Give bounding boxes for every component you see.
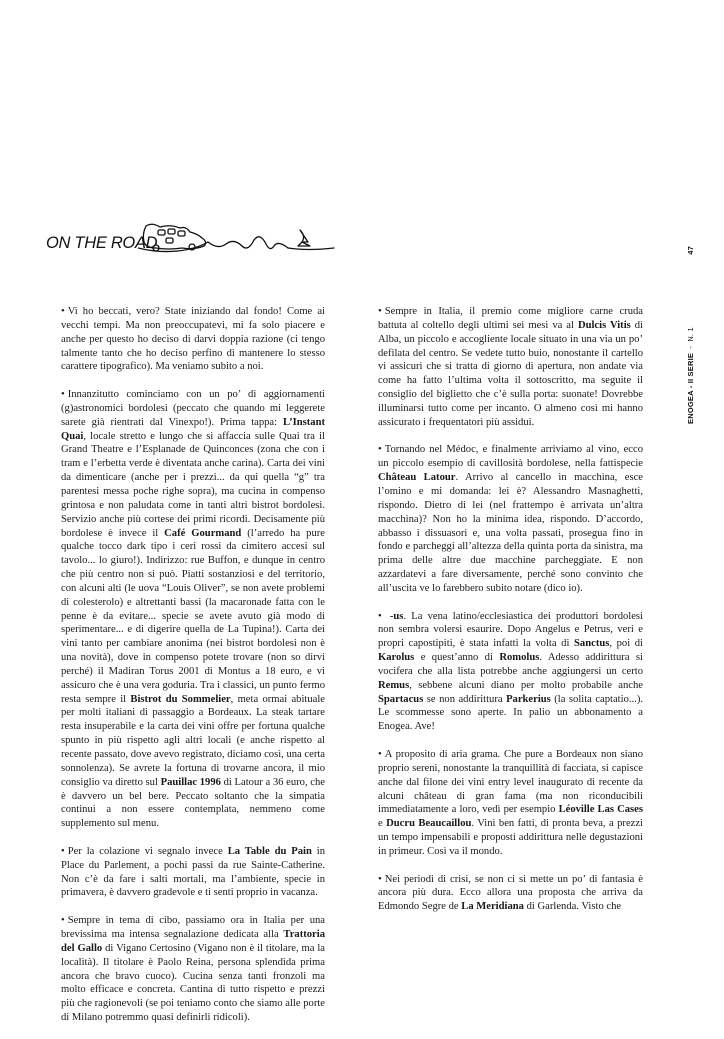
car-road-boat-doodle-icon [138,218,338,258]
wine-name: Pauillac 1996 [160,776,221,788]
venue-name: La Meridiana [461,901,524,913]
side-label-separator: - [686,345,695,349]
paragraph: • Sempre in Italia, il premio come migliore carne cruda battuta al coltello degli ultimi sei mesi va al Dulcis Vitis di Alba, un piccolo e accogliente locale situato in una via un po’ defilata del centro. Se vedete tutto buio, nonostante il cartello vi assicuri che si tratta di giorno di apertura, non andate via come ha fatto l’ultima volta il sottoscritto, ma seguite il consiglio del biglietto che c’è sulla porta: suonate! Dovrebbe illuminarsi tutto come per incanto. O almeno così mi hanno assicurato i frequentatori più assidui. [378,306,643,428]
paragraph: • Sempre in tema di cibo, passiamo ora in Italia per una brevissima ma intensa segnalazione dedicata alla Trattoria del Gallo di Vigano Certosino (Vigano non è il titolare, ma la località). Il titolare è Paolo Reina, persona splendida prima ancora che bravo cuoco). Cucina senza tanti fronzoli ma molto efficace e concreta. Cantina di tutto rispetto e prezzi più che ragionevoli (se poi teniamo conto che siamo alle porte di Milano potremmo quasi definirli ridicoli). [61,915,326,1024]
wine-name: Sanctus [574,638,610,650]
paragraph: • Tornando nel Médoc, e finalmente arriviamo al vino, ecco un piccolo esempio di cavillosità bordolese, nella fattispecie Château Latour. Arrivo al cancello in macchina, esce l’omino e mi domanda: lei è? Alessandro Masnaghetti, rispondo. Dietro di lei (nel frattempo è arrivata un’altra macchina)? Non ho la minima idea, rispondo. D’accordo, abbasso i dissuasori e, una volta passati, prosegua fino in fondo e parcheggi all’altezza della quinta porta da sinistra, ma prima delle altre due macchine parcheggiate. E non azzardatevi a fare diversamente, perché sono convinto che all’uscita ve lo farebbero subito notare (dico io). [378,444,643,594]
paragraph: • Innanzitutto cominciamo con un po’ di aggiornamenti (g)astronomici bordolesi (peccato che quando mi leggerete sarete già rientrati dal Vinexpo!). Prima tappa: L’Instant Quai, locale stretto e lungo che si affaccia sulle Quai tra il Grand Theatre e l’Esplanade de Quinconces (zona che con i tram e l’erbetta verde è diventata anche carina). Carta dei vini da dimenticare (anche per i prezzi... da qui quella “g” tra parentesi messa poche righe sopra), ma cucina in compenso grintosa e non paludata come in tanti altri bistrot bordolesi. Servizio anche più cortese dei primi ricordi. Decisamente più bordolese è invece il Café Gourmand (l’arredo ha pure qualche tocco dark tipo i ceri rossi da cimitero accesi sul tavolo... lo giuro!). Indirizzo: rue Buffon, e dunque in centro che più centro non si può. Piatti sostanziosi e del territorio, con alcuni alti (le uova “Louis Oliver”, se non avete problemi di colesterolo) e altrettanti bassi (la macaronade fatta con le penne è da evitare... specie se avete avuto già modo di sperimentare... e di digerire quella de La Tupina!). Carta dei vini tanto per cambiare anonima (nei bistrot bordolesi non è una novità), dove in compenso potete trovare (non so dirvi perché) il Madiran Torus 2001 di Montus a 18 euro, e vi assicuro che è una vera goduria. Tra i classici, un punto fermo resta sempre il Bistrot du Sommelier, meta ormai abituale per molti italiani di passaggio a Bordeaux. La steak tartare resta insuperabile e la carta dei vini offre per fortuna qualche spunto in più rispetto agli altri locali (e anche rispetto al recente passato, dove avevo registrato, diciamo così, una certa sonnolenza). Se avrete la fortuna di trovarne ancora, il mio consiglio va diretto sul Pauillac 1996 di Latour a 36 euro, che è davvero un bel bere. Peccato soltanto che la simpatia continui a non essere contemplata, nemmeno come supplemento sul menu. [61,389,325,830]
wine-name: Spartacus [378,693,424,705]
wine-name: Remus [378,679,410,691]
wine-name: Parkerius [506,693,551,705]
venue-name: Café Gourmand [164,527,242,539]
suffix-term: -us [389,610,404,622]
venue-name: L’Instant Quai [61,416,325,442]
magazine-side-label [686,246,695,424]
section-title: ON THE ROAD [46,234,158,252]
magazine-name: ENOGEA - II SERIE [686,352,695,424]
winery-name: Léoville Las Cases [558,804,643,816]
wine-name: Romolus [499,652,540,664]
winery-name: Ducru Beaucaillou [386,818,472,830]
page-number: 47 [686,246,695,255]
paragraph: • -us. La vena latino/ecclesiastica dei produttori bordolesi non sembra volersi esaurire. Dopo Angelus e Petrus, veri e propri capostipiti, è stata infatti la volta di Sanctus, poi di Karolus e quest’anno di Romolus. Adesso addirittura si vocifera che alla lista potrebbe anche aggiungersi un certo Remus, sebbene alcuni diano per molto probabile anche Spartacus se non addirittura Parkerius (la solita captatio...). Le scommesse sono aperte. In palio un abbonamento a Enogea. Ave! [378,610,644,733]
paragraph: • Vi ho beccati, vero? State iniziando dal fondo! Come ai vecchi tempi. Ma non preoccupatevi, mi fa solo piacere e anche per questo ho deciso di darvi doppia razione (ci tengo talmente tanto che ho deciso perfino di mantenere lo stesso carattere tipografico). Ma veniamo subito a noi. [61,306,325,373]
text-column-right [364,305,643,928]
wine-name: Karolus [378,652,415,664]
text-column-left [47,305,325,1039]
paragraph: • A proposito di aria grama. Che pure a Bordeaux non siano proprio sereni, nonostante la tranquillità di facciata, si capisce anche dal filone dei vini entry level inaugurato di recente da alcuni château di gran fama (ma non riconducibili immediatamente a loro, vedi per esempio Léoville Las Cases e Ducru Beaucaillou. Vini ben fatti, di pronta beva, a prezzi un tempo impensabili e proposti addirittura nelle degustazioni in primeur. Così va il mondo. [378,749,643,857]
paragraph: • Nei periodi di crisi, se non ci si mette un po’ di fantasia è ancora più dura. Ecco allora una proposta che arriva da Edmondo Segre de La Meridiana di Garlenda. Visto che [378,873,643,913]
paragraph: • Per la colazione vi segnalo invece La Table du Pain in Place du Parlement, a pochi passi da rue Sainte-Catherine. Non c’è da fare i salti mortali, ma l’ambiente, specie in primavera, è davvero gradevole e ti senti proprio in vacanza. [61,845,325,899]
winery-name: Château Latour [378,472,456,484]
venue-name: Bistrot du Sommelier [130,693,231,705]
venue-name: Dulcis Vitis [577,319,631,331]
issue-number: N. 1 [686,327,695,342]
venue-name: La Table du Pain [227,845,312,857]
venue-name: Trattoria del Gallo [61,928,325,954]
